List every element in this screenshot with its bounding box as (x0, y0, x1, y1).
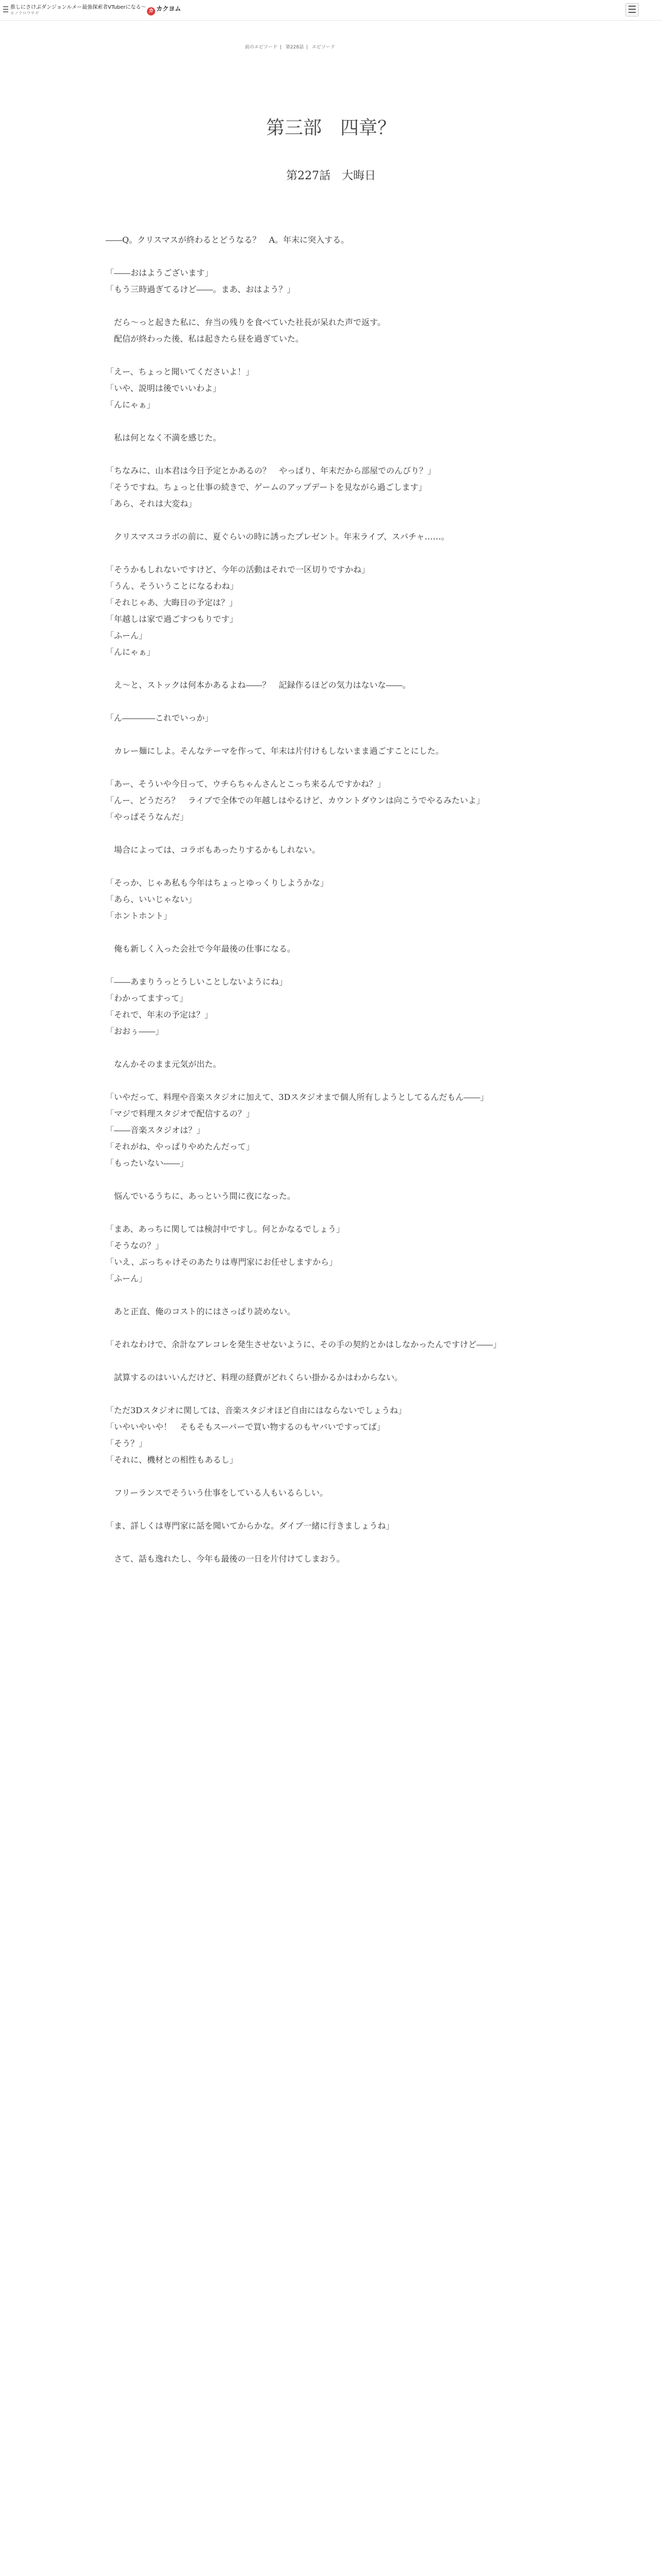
body-paragraph: あと正直、俺のコスト的にはさっぱり読めない。 (106, 1307, 296, 1316)
body-paragraph: なんかそのまま元気が出た。 (106, 1059, 222, 1069)
body-paragraph: フリーランスでそういう仕事をしている人もいるらしい。 (106, 1488, 328, 1498)
body-paragraph: 「そうかもしれないですけど、今年の活動はそれで一区切りですかね」 (106, 565, 370, 574)
body-paragraph (106, 726, 534, 743)
body-paragraph: 俺も新しく入った会社で今年最後の仕事になる。 (106, 944, 296, 954)
body-paragraph: 「それじゃあ、大晦日の予定は？」 (106, 598, 238, 607)
body-paragraph (106, 1287, 534, 1303)
body-paragraph: 「わかってますって」 (106, 993, 188, 1003)
body-paragraph: 「あー、そういや今日って、ウチらちゃんさんとこっち来るんですかね？」 (106, 779, 386, 789)
body-paragraph (106, 298, 534, 314)
body-paragraph: 「んー、どうだろ？ ライブで全体での年越しはやるけど、カウントダウンは向こうでやるみたいよ」 (106, 795, 485, 805)
body-paragraph: 「ホントホント」 (106, 911, 172, 921)
toc-toggle-button[interactable] (625, 3, 639, 16)
body-paragraph: 「やっぱそうなんだ」 (106, 812, 189, 822)
body-paragraph (106, 1073, 534, 1089)
body-paragraph: え～と、ストックは何本かあるよね――？ 記録作るほどの気力はないな――。 (106, 680, 411, 690)
body-paragraph: 「そう？」 (106, 1438, 147, 1448)
episode-title: 第227話 大晦日 (286, 170, 376, 182)
logo-icon: カ (147, 7, 155, 15)
prev-episode-link[interactable]: 前のエピソード (245, 45, 278, 50)
breadcrumb: 前のエピソード | 第228話 | エピソード (245, 45, 336, 50)
body-paragraph (106, 693, 534, 710)
body-paragraph: 悩んでいるうちに、あっという間に夜になった。 (106, 1191, 295, 1201)
body-paragraph: クリスマスコラボの前に、夏ぐらいの時に誘ったプレゼント。年末ライブ、スパチャ……。 (106, 532, 450, 541)
body-paragraph: 「いやだって、料理や音楽スタジオに加えて、3Dスタジオまで個人所有しようとしてるんだもん――」 (106, 1092, 489, 1102)
body-paragraph (106, 1320, 534, 1336)
back-icon[interactable] (3, 6, 8, 13)
body-paragraph: 試算するのはいいんだけど、料理の経費がどれくらい掛かるかはわからない。 (106, 1372, 403, 1382)
body-paragraph (106, 825, 534, 842)
body-paragraph: 「マジで料理スタジオで配信するの？」 (106, 1109, 255, 1118)
work-author-link[interactable]: モノクロウサギ (10, 11, 39, 15)
body-paragraph: 「もったいない――」 (106, 1158, 189, 1168)
body-paragraph: 「ふーん」 (106, 1274, 147, 1283)
body-paragraph (106, 1172, 534, 1188)
body-paragraph: だら～っと起きた私に、弁当の残りを食べていた社長が呆れた声で返す。 (106, 317, 386, 327)
body-paragraph (106, 1040, 534, 1056)
body-paragraph (106, 1468, 534, 1485)
body-paragraph (106, 660, 534, 677)
body-paragraph (106, 924, 534, 941)
part-title: 第三部 四章？ (266, 117, 396, 139)
body-paragraph: 「――音楽スタジオは？」 (106, 1125, 205, 1135)
logo-text: カクヨム (156, 5, 181, 12)
site-logo[interactable] (147, 4, 181, 15)
body-paragraph: 「んにゃぁ」 (106, 647, 155, 657)
body-paragraph: 「いえ、ぶっちゃけそのあたりは専門家にお任せしますから」 (106, 1257, 337, 1267)
body-paragraph: 「えー、ちょっと聞いてくださいよ！」 (106, 367, 254, 377)
body-paragraph: 「あら、それは大変ね」 (106, 499, 197, 509)
body-paragraph (106, 1534, 534, 1551)
body-paragraph: 「あら、いいじゃない」 (106, 894, 197, 904)
body-paragraph: 「もう三時過ぎてるけど――。まあ、おはよう？」 (106, 284, 295, 294)
body-paragraph: 「ま、詳しくは専門家に話を聞いてからかな。ダイブ一緒に行きましょうね」 (106, 1521, 394, 1531)
body-paragraph: 「んにゃぁ」 (106, 400, 155, 410)
body-paragraph (106, 512, 534, 529)
body-paragraph (106, 446, 534, 463)
body-paragraph: 「ん――――これでいっか」 (106, 713, 213, 723)
body-paragraph: 「ただ3Dスタジオに関しては、音楽スタジオほど自由にはならないでしょうね」 (106, 1405, 407, 1415)
body-paragraph: 「それで、年末の予定は？」 (106, 1010, 213, 1020)
body-paragraph: 「おおぅ――」 (106, 1026, 164, 1036)
body-paragraph (106, 413, 534, 430)
body-paragraph (106, 1501, 534, 1518)
body-paragraph (106, 1386, 534, 1402)
body-paragraph (106, 1205, 534, 1221)
body-paragraph: 場合によっては、コラボもあったりするかもしれない。 (106, 845, 320, 855)
body-paragraph: 「そっか、じゃあ私も今年はちょっとゆっくりしようかな」 (106, 878, 328, 888)
next-episode-link[interactable]: エピソード (312, 45, 336, 50)
body-paragraph (106, 545, 534, 562)
body-paragraph: 「ふーん」 (106, 631, 147, 640)
body-paragraph: 「それに、機材との相性もあるし」 (106, 1455, 238, 1465)
episode-body (106, 232, 534, 1567)
body-paragraph: 「うん、そういうことになるわね」 (106, 581, 238, 591)
body-paragraph: ――Q。クリスマスが終わるとどうなる？ A。年末に突入する。 (106, 235, 350, 245)
body-paragraph: 「それなわけで、余計なアレコレを発生させないように、その手の契約とかはしなかったんですけど――」 (106, 1340, 502, 1349)
body-paragraph (106, 347, 534, 364)
body-paragraph: 「年越しは家で過ごすつもりです」 (106, 614, 238, 624)
current-episode-label: 第228話 (285, 45, 304, 50)
body-paragraph: 「いやいやいや！ そもそもスーパーで買い物するのもヤバいですってば」 (106, 1422, 385, 1432)
body-paragraph (106, 957, 534, 974)
body-paragraph: 「まあ、あっちに関しては検討中ですし。何とかなるでしょう」 (106, 1224, 345, 1234)
body-paragraph (106, 759, 534, 776)
work-title-link[interactable]: 推しにさけぶダンジョンルメー最強探索者VTuberになる～ (10, 5, 146, 10)
body-paragraph: 配信が終わった後、私は起きたら昼を過ぎていた。 (106, 334, 304, 344)
body-paragraph: 「ちなみに、山本君は今日予定とかあるの？ やっぱり、年末だから部屋でのんびり？」 (106, 466, 436, 476)
body-paragraph: 「――あまりうっとうしいことしないようにね」 (106, 977, 288, 987)
body-paragraph (106, 1353, 534, 1369)
body-paragraph: さて、話も逸れたし、今年も最後の一日を片付けてしまおう。 (106, 1554, 345, 1564)
body-paragraph: 「――おはようございます」 (106, 268, 213, 278)
body-paragraph (106, 858, 534, 875)
body-paragraph (106, 248, 534, 265)
body-paragraph: 私は何となく不満を感じた。 (106, 433, 222, 443)
body-paragraph: 「そうですね。ちょっと仕事の続きで、ゲームのアップデートを見ながら過ごします」 (106, 482, 427, 492)
body-paragraph: 「いや、説明は後でいいわよ」 (106, 383, 221, 393)
body-paragraph: 「それがね、やっぱりやめたんだって」 (106, 1142, 255, 1151)
top-bar (0, 0, 662, 21)
body-paragraph: カレー麺にしよ。そんなテーマを作って、年末は片付けもしないまま過ごすことにした。 (106, 746, 444, 756)
body-paragraph: 「そうなの？」 (106, 1241, 164, 1250)
